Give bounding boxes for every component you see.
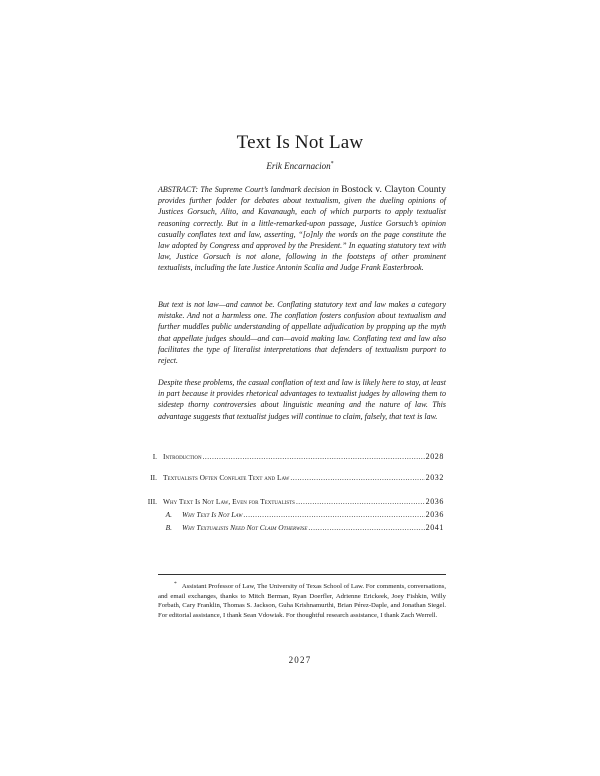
- toc-leader: [290, 473, 424, 482]
- article-title: Text Is Not Law: [236, 132, 364, 153]
- author-footnote-mark[interactable]: *: [330, 161, 334, 167]
- toc-page: 2028: [425, 452, 444, 461]
- author-name: Erik Encarnacion: [266, 161, 331, 171]
- toc-label: Why Textualists Need Not Claim Otherwise: [182, 523, 308, 532]
- toc-number: II.: [150, 473, 157, 482]
- toc-number: A.: [165, 510, 172, 519]
- toc-number: III.: [147, 497, 157, 506]
- toc-subentry[interactable]: [144, 523, 444, 535]
- footnote-divider: [158, 574, 446, 575]
- footnote: [158, 580, 446, 621]
- toc-leader: [308, 523, 424, 532]
- toc-label: Why Text Is Not Law, Even for Textualists: [163, 497, 295, 506]
- toc-number: I.: [152, 452, 157, 461]
- case-name: Bostock v. Clayton County: [341, 184, 446, 195]
- toc-subentry[interactable]: [144, 510, 444, 522]
- abstract-paragraph-3: Despite these problems, the casual conflation of text and law is likely here to stay, at least in part because it provides rhetorical advantages to textualist judges by allowing them to sidestep thorny controversies about linguistic meaning and the nature of law. This advantage suggests that textualist judges will continue to claim, falsely, that text is law.: [158, 378, 446, 421]
- toc-label: Why Text Is Not Law: [182, 510, 243, 519]
- author-line: [0, 161, 600, 171]
- toc-label: Textualists Often Conflate Text and Law: [163, 473, 290, 482]
- toc-number: B.: [165, 523, 172, 532]
- abstract-paragraph-1: [158, 184, 446, 274]
- toc-entry[interactable]: [144, 497, 444, 509]
- abstract-p1-end: provides further fodder for debates about textualism, given the dueling opinions of Justices Gorsuch, Alito, and Kavanaugh, each of which purports to apply textualist reasoning correctly. But in a little-remarked-upon passage, Justice Gorsuch’s opinion casually conflates text and law, asserting, “[o]nly the words on the page constitute the law adopted by Congress and approved by the President.” In equating statutory text with law, Justice Gorsuch is not alone, following in the footsteps of other prominent textualists, including the late Justice Antonin Scalia and Judge Frank Easterbrook.: [158, 196, 446, 273]
- toc-entry[interactable]: [144, 452, 444, 464]
- toc-page: 2036: [425, 510, 444, 519]
- footnote-mark: *: [174, 581, 177, 587]
- toc-label: Introduction: [163, 452, 202, 461]
- toc-entry[interactable]: [144, 473, 444, 485]
- abstract-paragraph-2: But text is not law—and cannot be. Conflating statutory text and law makes a category mistake. And not a harmless one. The conflation fosters confusion about textualism and further muddles public understanding of appellate adjudication by propping up the myth that appellate judges should—and can—avoid making law. Conflating text and law also facilitates the type of literalist interpretations that defenders of textualism purport to reject.: [158, 300, 446, 366]
- toc-leader: [243, 510, 424, 519]
- toc-leader: [203, 452, 425, 461]
- page-number: 2027: [288, 655, 312, 665]
- toc-leader: [296, 497, 425, 506]
- toc-page: 2041: [425, 523, 444, 532]
- footnote-text: Assistant Professor of Law, The University of Texas School of Law. For comments, conversations, and email exchanges, thanks to Mitch Berman, Ryan Doerfler, Adrienne Erickeek, Joey Fishkin, Willy Forbath, Cary Franklin, Thomas S. Jackson, Guha Krishnamurthi, Brian Pérez-Daple, and Jonathan Siegel. For editorial assistance, I thank Sean Vdowiak. For thoughtful research assistance, I thank Zach Werrell.: [158, 583, 447, 620]
- abstract-p1-start: ABSTRACT: The Supreme Court’s landmark decision in: [158, 185, 342, 194]
- toc-page: 2032: [425, 473, 444, 482]
- toc-page: 2036: [425, 497, 444, 506]
